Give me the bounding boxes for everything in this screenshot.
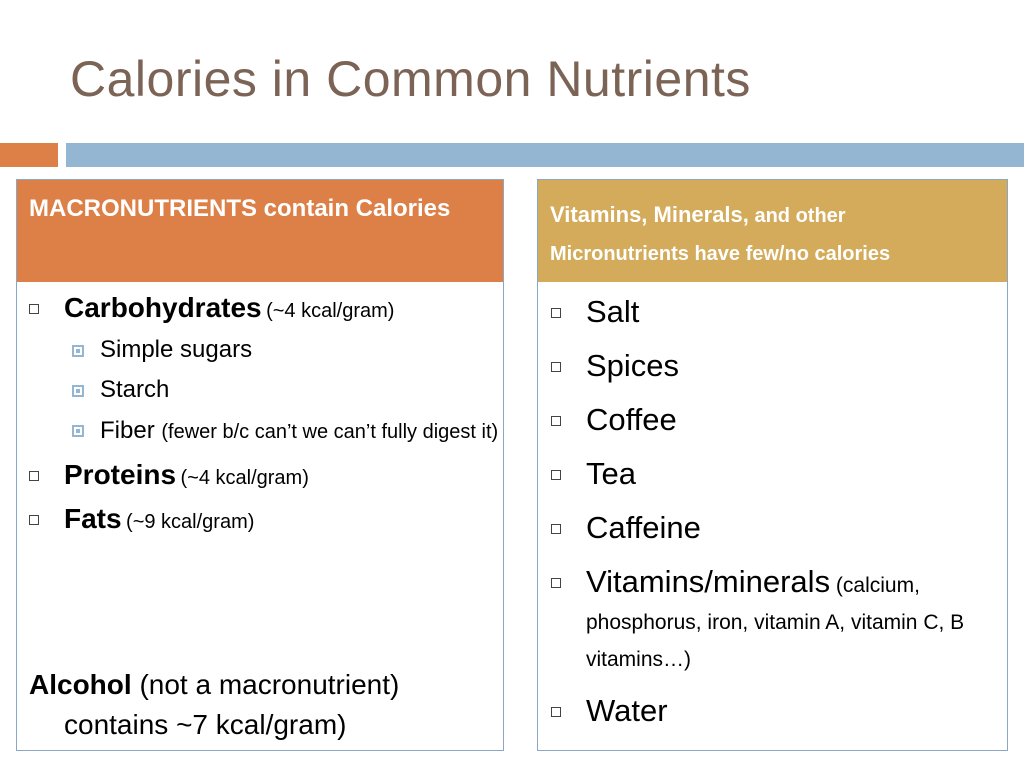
list-item [551,456,1001,492]
checkbox-bullet-icon [551,707,561,717]
list-item [29,292,499,324]
checkbox-bullet-icon [551,524,561,534]
subitem-label: Starch [100,376,170,403]
item-label: Coffee [586,402,677,437]
square-bullet-icon [72,385,84,397]
list-item [551,348,1001,384]
item-label: Water [586,693,668,728]
macronutrients-panel [16,179,504,751]
subitem-label: Fiber [100,417,155,444]
macronutrients-list [29,292,499,547]
checkbox-bullet-icon [29,515,39,525]
item-label: Spices [586,348,680,383]
item-label: Carbohydrates [64,292,262,323]
accent-bar-orange [0,143,58,167]
accent-bar-blue [66,143,1024,167]
item-label: Salt [586,294,640,329]
subitem-note: (fewer b/c can’t we can’t fully digest it) [161,421,499,443]
micronutrients-header [538,180,1007,282]
sub-list-item [29,336,499,364]
item-note: (calcium, phosphorus, iron, vitamin A, vitamin C, B vitamins…) [586,574,965,671]
checkbox-bullet-icon [551,578,561,588]
micronutrients-panel [537,179,1008,751]
alcohol-note [29,665,499,745]
item-note: (~4 kcal/gram) [180,467,309,489]
header-big-text: Vitamins, Minerals, [550,202,749,227]
square-bullet-icon [72,345,84,357]
list-item [551,294,1001,330]
square-bullet-icon [72,425,84,437]
micronutrients-list [551,294,1001,747]
item-label: Vitamins/minerals [586,564,831,599]
subitem-label: Simple sugars [100,336,253,363]
checkbox-bullet-icon [551,308,561,318]
list-item [29,503,499,535]
list-item [551,510,1001,546]
slide-title: Calories in Common Nutrients [70,51,751,107]
alcohol-line2: contains ~7 kcal/gram) [64,709,347,740]
header-line2: Micronutrients have few/no calories [550,243,891,265]
item-label: Tea [586,456,636,491]
list-item [551,402,1001,438]
item-label: Proteins [64,459,177,490]
item-note: (~4 kcal/gram) [266,300,395,322]
header-small-text: and other [748,205,846,227]
list-item [551,564,1001,675]
checkbox-bullet-icon [551,470,561,480]
checkbox-bullet-icon [551,362,561,372]
item-label: Caffeine [586,510,701,545]
checkbox-bullet-icon [29,471,39,481]
checkbox-bullet-icon [551,416,561,426]
list-item [29,459,499,491]
alcohol-line1: (not a macronutrient) [131,669,400,700]
sub-list-item [29,376,499,404]
alcohol-label: Alcohol [29,669,132,700]
item-note: (~9 kcal/gram) [126,511,255,533]
sub-list-item [29,416,499,447]
macronutrients-header: MACRONUTRIENTS contain Calories [17,180,503,282]
list-item [551,693,1001,729]
checkbox-bullet-icon [29,304,39,314]
item-label: Fats [64,503,122,534]
